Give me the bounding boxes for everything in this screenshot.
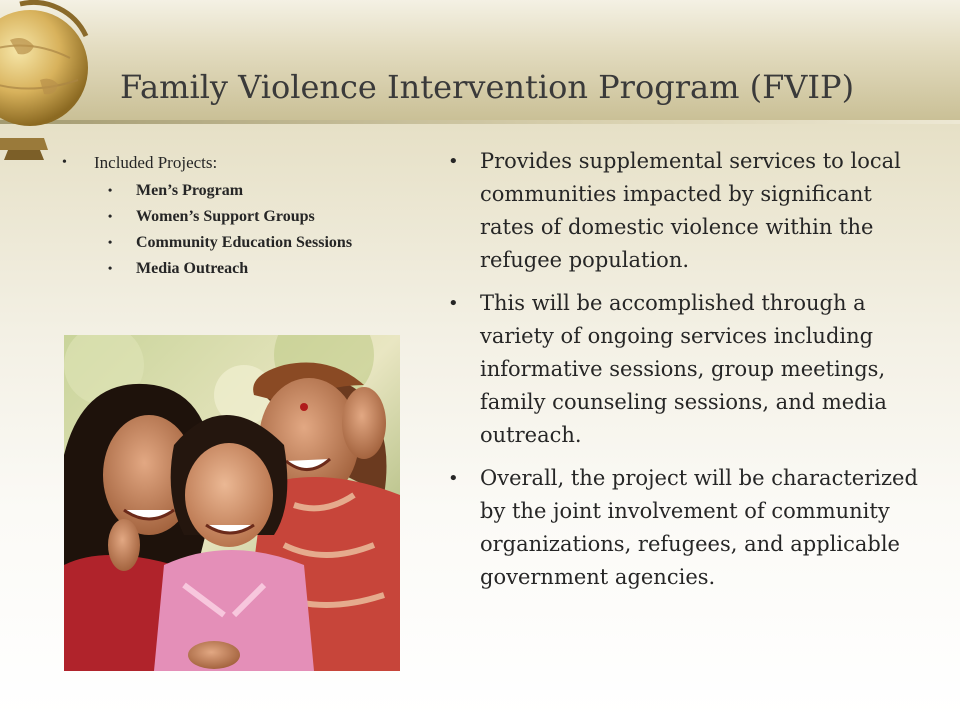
slide-title: Family Violence Intervention Program (FVIP): [120, 68, 855, 106]
globe-icon: [0, 0, 100, 170]
title-divider: [0, 120, 960, 124]
list-item: [446, 462, 922, 594]
list-item: [62, 232, 402, 253]
description-list: [446, 145, 922, 604]
list-item: [62, 180, 402, 201]
description-text: This will be accomplished through a variety of ongoing services including informative sessions, group meetings, family counseling sessions, and media outreach.: [480, 291, 887, 447]
project-label: Women’s Support Groups: [136, 208, 315, 225]
bullet-icon: •: [108, 235, 113, 249]
bullet-icon: •: [448, 468, 459, 489]
bullet-icon: •: [62, 155, 67, 170]
bullet-icon: •: [448, 293, 459, 314]
included-projects-list: [62, 152, 402, 284]
project-label: Men’s Program: [136, 182, 244, 199]
list-item: [62, 206, 402, 227]
included-projects-heading: Included Projects:: [94, 153, 218, 172]
description-text: Provides supplemental services to local communities impacted by significant rates of domestic violence within the refugee population.: [480, 149, 901, 272]
bullet-icon: •: [448, 151, 459, 172]
project-label: Media Outreach: [136, 260, 249, 277]
family-illustration: [64, 335, 400, 671]
bullet-icon: •: [108, 261, 113, 275]
list-item: [446, 287, 922, 452]
list-item: [62, 258, 402, 279]
description-text: Overall, the project will be characterized by the joint involvement of community organizations, refugees, and applicable government agencies.: [480, 466, 918, 589]
family-photo: [64, 335, 400, 671]
bullet-icon: •: [108, 183, 113, 197]
project-sublist: [62, 180, 402, 279]
project-label: Community Education Sessions: [136, 234, 353, 251]
bullet-icon: •: [108, 209, 113, 223]
included-projects-item: [62, 152, 402, 174]
list-item: [446, 145, 922, 277]
